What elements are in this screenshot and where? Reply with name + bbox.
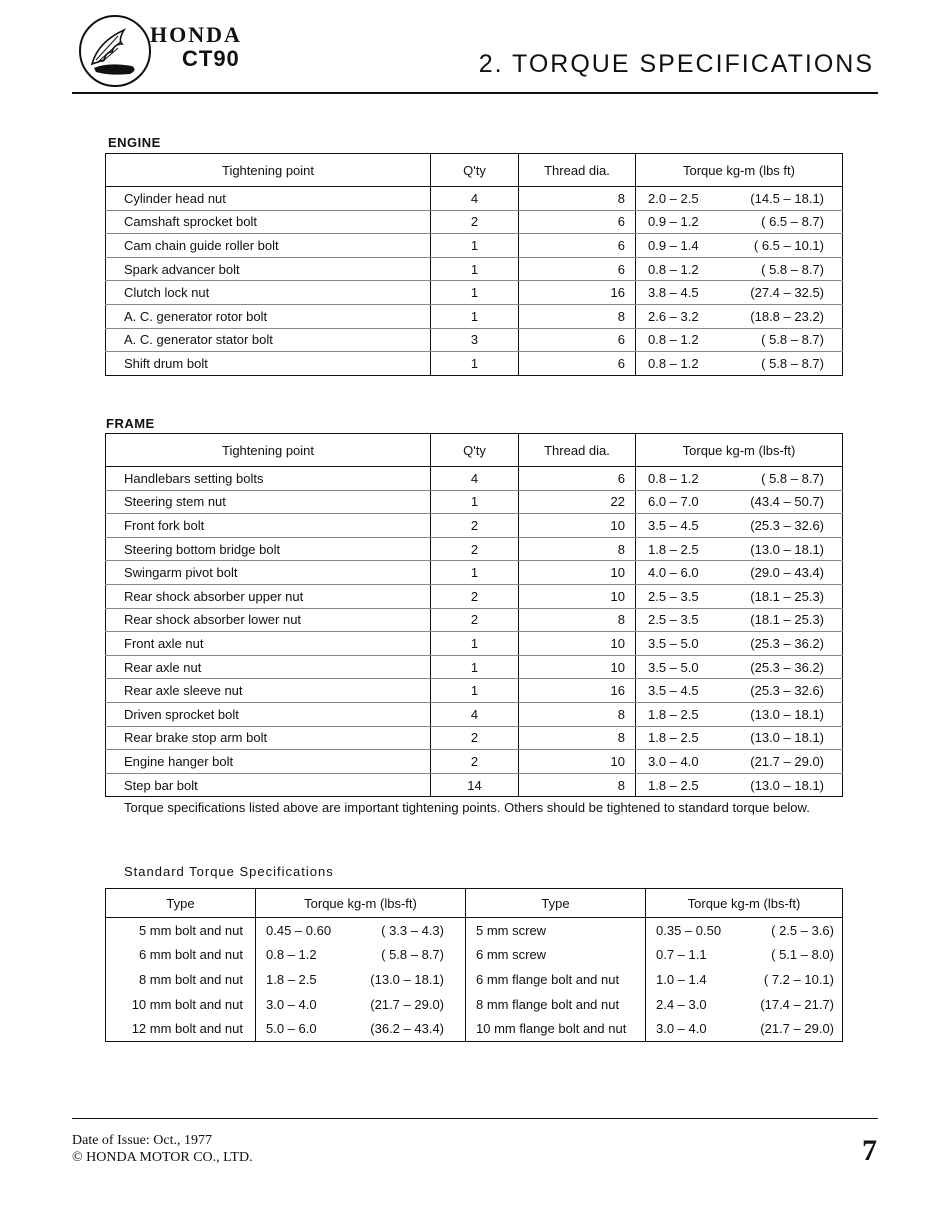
column-header: Q'ty bbox=[431, 434, 519, 467]
tightening-point: Clutch lock nut bbox=[106, 281, 431, 305]
table-row bbox=[106, 679, 843, 703]
torque-value bbox=[636, 210, 843, 234]
table-row bbox=[106, 632, 843, 656]
table-row bbox=[106, 490, 843, 514]
torque-kgm: 6.0 – 7.0 bbox=[648, 494, 699, 510]
quantity: 2 bbox=[431, 726, 519, 750]
torque-kgm: 3.0 – 4.0 bbox=[648, 753, 699, 769]
torque-value bbox=[646, 918, 843, 943]
page-title: 2. TORQUE SPECIFICATIONS bbox=[478, 50, 874, 78]
torque-value bbox=[256, 918, 466, 943]
torque-kgm: 0.35 – 0.50 bbox=[656, 922, 722, 938]
torque-value bbox=[256, 943, 466, 968]
quantity: 2 bbox=[431, 608, 519, 632]
torque-kgm: 1.0 – 1.4 bbox=[656, 971, 707, 987]
torque-value bbox=[636, 655, 843, 679]
fastener-type: 6 mm flange bolt and nut bbox=[466, 967, 646, 992]
footer-divider bbox=[72, 1118, 878, 1119]
table-row bbox=[106, 281, 843, 305]
torque-lbsft: (21.7 – 29.0) bbox=[760, 1021, 834, 1037]
column-header: Torque kg-m (lbs-ft) bbox=[646, 889, 843, 918]
thread-diameter: 10 bbox=[519, 514, 636, 538]
torque-kgm: 2.4 – 3.0 bbox=[656, 996, 707, 1012]
torque-value bbox=[636, 328, 843, 352]
table-row bbox=[106, 537, 843, 561]
thread-diameter: 8 bbox=[519, 304, 636, 328]
torque-value bbox=[636, 773, 843, 797]
quantity: 2 bbox=[431, 537, 519, 561]
torque-kgm: 0.8 – 1.2 bbox=[648, 470, 699, 486]
quantity: 2 bbox=[431, 210, 519, 234]
quantity: 1 bbox=[431, 352, 519, 376]
tightening-point: Cylinder head nut bbox=[106, 187, 431, 211]
tightening-point: Rear brake stop arm bolt bbox=[106, 726, 431, 750]
torque-value bbox=[636, 632, 843, 656]
tightening-point: A. C. generator stator bolt bbox=[106, 328, 431, 352]
torque-value bbox=[256, 967, 466, 992]
torque-lbsft: (18.1 – 25.3) bbox=[750, 612, 824, 628]
torque-kgm: 1.8 – 2.5 bbox=[648, 706, 699, 722]
tightening-point: Steering bottom bridge bolt bbox=[106, 537, 431, 561]
torque-value bbox=[636, 514, 843, 538]
torque-kgm: 0.9 – 1.2 bbox=[648, 214, 699, 230]
torque-kgm: 3.5 – 5.0 bbox=[648, 635, 699, 651]
column-header: Type bbox=[106, 889, 256, 918]
torque-kgm: 0.8 – 1.2 bbox=[648, 355, 699, 371]
column-header: Q'ty bbox=[431, 154, 519, 187]
thread-diameter: 6 bbox=[519, 467, 636, 491]
tightening-point: Front fork bolt bbox=[106, 514, 431, 538]
table-row bbox=[106, 561, 843, 585]
column-header: Torque kg-m (lbs-ft) bbox=[636, 434, 843, 467]
issue-date: Date of Issue: Oct., 1977 bbox=[72, 1133, 212, 1148]
table-row bbox=[106, 514, 843, 538]
torque-lbsft: (27.4 – 32.5) bbox=[750, 285, 824, 301]
torque-lbsft: (13.0 – 18.1) bbox=[750, 730, 824, 746]
table-row bbox=[106, 918, 843, 943]
torque-value bbox=[636, 187, 843, 211]
torque-lbsft: (13.0 – 18.1) bbox=[750, 541, 824, 557]
tightening-point: Camshaft sprocket bolt bbox=[106, 210, 431, 234]
thread-diameter: 8 bbox=[519, 702, 636, 726]
fastener-type: 8 mm bolt and nut bbox=[106, 967, 256, 992]
torque-value bbox=[636, 561, 843, 585]
torque-kgm: 0.45 – 0.60 bbox=[266, 922, 332, 938]
thread-diameter: 6 bbox=[519, 352, 636, 376]
torque-lbsft: ( 5.8 – 8.7) bbox=[381, 947, 444, 963]
quantity: 1 bbox=[431, 561, 519, 585]
header-divider bbox=[72, 92, 878, 94]
table-row bbox=[106, 210, 843, 234]
thread-diameter: 6 bbox=[519, 328, 636, 352]
torque-value bbox=[646, 1016, 843, 1041]
tightening-point: Rear shock absorber upper nut bbox=[106, 584, 431, 608]
tightening-point: Spark advancer bolt bbox=[106, 257, 431, 281]
quantity: 1 bbox=[431, 679, 519, 703]
quantity: 1 bbox=[431, 304, 519, 328]
table-row bbox=[106, 992, 843, 1017]
torque-value bbox=[636, 467, 843, 491]
torque-lbsft: (14.5 – 18.1) bbox=[750, 190, 824, 206]
torque-lbsft: (18.1 – 25.3) bbox=[750, 588, 824, 604]
thread-diameter: 8 bbox=[519, 537, 636, 561]
tightening-point: Cam chain guide roller bolt bbox=[106, 234, 431, 258]
tightening-point: Front axle nut bbox=[106, 632, 431, 656]
table-row bbox=[106, 187, 843, 211]
tightening-point: A. C. generator rotor bolt bbox=[106, 304, 431, 328]
torque-lbsft: (13.0 – 18.1) bbox=[750, 777, 824, 793]
torque-lbsft: ( 5.1 – 8.0) bbox=[771, 947, 834, 963]
torque-lbsft: (18.8 – 23.2) bbox=[750, 308, 824, 324]
tightening-point: Rear axle sleeve nut bbox=[106, 679, 431, 703]
torque-lbsft: (21.7 – 29.0) bbox=[370, 996, 444, 1012]
column-header: Type bbox=[466, 889, 646, 918]
quantity: 2 bbox=[431, 514, 519, 538]
tightening-point: Rear shock absorber lower nut bbox=[106, 608, 431, 632]
column-header: Tightening point bbox=[106, 154, 431, 187]
torque-value bbox=[636, 352, 843, 376]
torque-kgm: 1.8 – 2.5 bbox=[266, 971, 317, 987]
torque-kgm: 2.5 – 3.5 bbox=[648, 588, 699, 604]
torque-lbsft: (25.3 – 36.2) bbox=[750, 659, 824, 675]
thread-diameter: 6 bbox=[519, 210, 636, 234]
table-row bbox=[106, 467, 843, 491]
thread-diameter: 10 bbox=[519, 750, 636, 774]
copyright: © HONDA MOTOR CO., LTD. bbox=[72, 1150, 253, 1165]
page-number: 7 bbox=[862, 1134, 877, 1167]
torque-value bbox=[636, 726, 843, 750]
torque-value bbox=[636, 490, 843, 514]
table-row bbox=[106, 352, 843, 376]
table-row bbox=[106, 702, 843, 726]
torque-lbsft: ( 6.5 – 8.7) bbox=[761, 214, 824, 230]
thread-diameter: 16 bbox=[519, 679, 636, 703]
engine-torque-table bbox=[105, 153, 843, 376]
torque-kgm: 0.9 – 1.4 bbox=[648, 237, 699, 253]
quantity: 1 bbox=[431, 490, 519, 514]
torque-lbsft: (21.7 – 29.0) bbox=[750, 753, 824, 769]
table-row bbox=[106, 750, 843, 774]
torque-value bbox=[636, 537, 843, 561]
quantity: 4 bbox=[431, 187, 519, 211]
column-header: Torque kg-m (lbs ft) bbox=[636, 154, 843, 187]
quantity: 1 bbox=[431, 632, 519, 656]
torque-kgm: 3.5 – 4.5 bbox=[648, 683, 699, 699]
torque-kgm: 0.8 – 1.2 bbox=[648, 261, 699, 277]
fastener-type: 6 mm bolt and nut bbox=[106, 943, 256, 968]
torque-kgm: 1.8 – 2.5 bbox=[648, 777, 699, 793]
tightening-point: Shift drum bolt bbox=[106, 352, 431, 376]
thread-diameter: 8 bbox=[519, 187, 636, 211]
torque-kgm: 5.0 – 6.0 bbox=[266, 1021, 317, 1037]
torque-lbsft: ( 5.8 – 8.7) bbox=[761, 470, 824, 486]
torque-value bbox=[636, 257, 843, 281]
quantity: 3 bbox=[431, 328, 519, 352]
fastener-type: 10 mm bolt and nut bbox=[106, 992, 256, 1017]
column-header: Thread dia. bbox=[519, 154, 636, 187]
engine-section-label: ENGINE bbox=[108, 135, 161, 150]
table-row bbox=[106, 584, 843, 608]
torque-kgm: 2.6 – 3.2 bbox=[648, 308, 699, 324]
torque-value bbox=[636, 679, 843, 703]
standard-torque-title: Standard Torque Specifications bbox=[124, 864, 334, 879]
quantity: 14 bbox=[431, 773, 519, 797]
torque-lbsft: ( 5.8 – 8.7) bbox=[761, 332, 824, 348]
thread-diameter: 10 bbox=[519, 561, 636, 585]
table-row bbox=[106, 773, 843, 797]
torque-lbsft: (25.3 – 36.2) bbox=[750, 635, 824, 651]
tightening-point: Driven sprocket bolt bbox=[106, 702, 431, 726]
table-row bbox=[106, 328, 843, 352]
quantity: 2 bbox=[431, 584, 519, 608]
torque-lbsft: ( 5.8 – 8.7) bbox=[761, 355, 824, 371]
torque-lbsft: ( 5.8 – 8.7) bbox=[761, 261, 824, 277]
fastener-type: 10 mm flange bolt and nut bbox=[466, 1016, 646, 1041]
torque-value bbox=[256, 1016, 466, 1041]
tightening-point: Engine hanger bolt bbox=[106, 750, 431, 774]
frame-section-label: FRAME bbox=[106, 416, 155, 431]
torque-value bbox=[646, 992, 843, 1017]
table-row bbox=[106, 943, 843, 968]
torque-kgm: 2.5 – 3.5 bbox=[648, 612, 699, 628]
torque-kgm: 1.8 – 2.5 bbox=[648, 730, 699, 746]
tightening-point: Handlebars setting bolts bbox=[106, 467, 431, 491]
thread-diameter: 6 bbox=[519, 234, 636, 258]
column-header: Torque kg-m (lbs-ft) bbox=[256, 889, 466, 918]
quantity: 4 bbox=[431, 467, 519, 491]
column-header: Tightening point bbox=[106, 434, 431, 467]
torque-lbsft: (25.3 – 32.6) bbox=[750, 683, 824, 699]
table-row bbox=[106, 655, 843, 679]
honda-wing-logo-icon bbox=[78, 14, 152, 88]
quantity: 2 bbox=[431, 750, 519, 774]
thread-diameter: 8 bbox=[519, 608, 636, 632]
tightening-point: Swingarm pivot bolt bbox=[106, 561, 431, 585]
tightening-point: Rear axle nut bbox=[106, 655, 431, 679]
torque-kgm: 0.8 – 1.2 bbox=[648, 332, 699, 348]
thread-diameter: 10 bbox=[519, 632, 636, 656]
fastener-type: 5 mm bolt and nut bbox=[106, 918, 256, 943]
torque-value bbox=[646, 967, 843, 992]
table-row bbox=[106, 304, 843, 328]
quantity: 4 bbox=[431, 702, 519, 726]
torque-lbsft: (17.4 – 21.7) bbox=[760, 996, 834, 1012]
torque-kgm: 4.0 – 6.0 bbox=[648, 565, 699, 581]
thread-diameter: 22 bbox=[519, 490, 636, 514]
torque-kgm: 0.8 – 1.2 bbox=[266, 947, 317, 963]
torque-kgm: 3.5 – 4.5 bbox=[648, 517, 699, 533]
brand-name: HONDA bbox=[150, 22, 242, 47]
torque-value bbox=[636, 304, 843, 328]
quantity: 1 bbox=[431, 234, 519, 258]
torque-value bbox=[636, 584, 843, 608]
tightening-point: Steering stem nut bbox=[106, 490, 431, 514]
table-row bbox=[106, 608, 843, 632]
torque-kgm: 1.8 – 2.5 bbox=[648, 541, 699, 557]
torque-lbsft: (13.0 – 18.1) bbox=[750, 706, 824, 722]
torque-value bbox=[636, 702, 843, 726]
thread-diameter: 8 bbox=[519, 773, 636, 797]
column-header: Thread dia. bbox=[519, 434, 636, 467]
thread-diameter: 10 bbox=[519, 584, 636, 608]
torque-value bbox=[646, 943, 843, 968]
torque-lbsft: ( 3.3 – 4.3) bbox=[381, 922, 444, 938]
table-row bbox=[106, 967, 843, 992]
torque-kgm: 3.8 – 4.5 bbox=[648, 285, 699, 301]
torque-value bbox=[636, 281, 843, 305]
torque-value bbox=[636, 234, 843, 258]
thread-diameter: 10 bbox=[519, 655, 636, 679]
torque-value bbox=[636, 608, 843, 632]
table-row bbox=[106, 1016, 843, 1041]
torque-lbsft: (13.0 – 18.1) bbox=[370, 971, 444, 987]
table-row bbox=[106, 726, 843, 750]
model-name: CT90 bbox=[182, 46, 240, 71]
quantity: 1 bbox=[431, 257, 519, 281]
torque-value bbox=[636, 750, 843, 774]
fastener-type: 12 mm bolt and nut bbox=[106, 1016, 256, 1041]
fastener-type: 5 mm screw bbox=[466, 918, 646, 943]
standard-torque-table bbox=[105, 888, 843, 1042]
quantity: 1 bbox=[431, 655, 519, 679]
thread-diameter: 16 bbox=[519, 281, 636, 305]
torque-lbsft: ( 7.2 – 10.1) bbox=[763, 971, 834, 987]
torque-kgm: 3.5 – 5.0 bbox=[648, 659, 699, 675]
table-row bbox=[106, 257, 843, 281]
fastener-type: 6 mm screw bbox=[466, 943, 646, 968]
torque-kgm: 3.0 – 4.0 bbox=[656, 1021, 707, 1037]
thread-diameter: 8 bbox=[519, 726, 636, 750]
quantity: 1 bbox=[431, 281, 519, 305]
thread-diameter: 6 bbox=[519, 257, 636, 281]
table-row bbox=[106, 234, 843, 258]
torque-lbsft: ( 6.5 – 10.1) bbox=[753, 237, 824, 253]
torque-note: Torque specifications listed above are important tightening points. Others should be tightened to standard torque below. bbox=[124, 800, 810, 815]
frame-torque-table bbox=[105, 433, 843, 797]
torque-value bbox=[256, 992, 466, 1017]
torque-lbsft: (25.3 – 32.6) bbox=[750, 517, 824, 533]
torque-kgm: 0.7 – 1.1 bbox=[656, 947, 707, 963]
torque-lbsft: (43.4 – 50.7) bbox=[750, 494, 824, 510]
torque-lbsft: ( 2.5 – 3.6) bbox=[771, 922, 834, 938]
tightening-point: Step bar bolt bbox=[106, 773, 431, 797]
torque-lbsft: (29.0 – 43.4) bbox=[750, 565, 824, 581]
torque-kgm: 2.0 – 2.5 bbox=[648, 190, 699, 206]
torque-lbsft: (36.2 – 43.4) bbox=[370, 1021, 444, 1037]
torque-kgm: 3.0 – 4.0 bbox=[266, 996, 317, 1012]
fastener-type: 8 mm flange bolt and nut bbox=[466, 992, 646, 1017]
